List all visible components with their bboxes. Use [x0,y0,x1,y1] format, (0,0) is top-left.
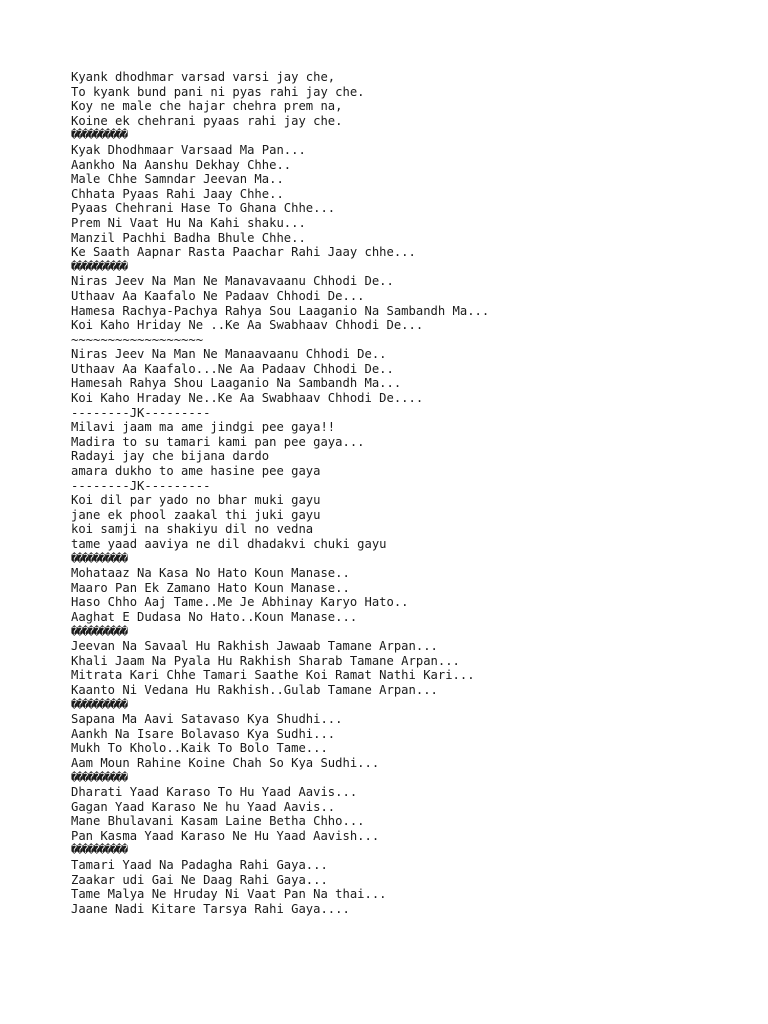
glyph-separator: ���������� [71,259,128,273]
text-line: Milavi jaam ma ame jindgi pee gaya!! [71,420,336,435]
text-line: Tamari Yaad Na Padagha Rahi Gaya... [71,858,328,873]
glyph-separator: ���������� [71,551,128,565]
text-line: Pan Kasma Yaad Karaso Ne Hu Yaad Aavish... [71,828,380,843]
text-line: Madira to su tamari kami pan pee gaya... [71,434,365,449]
text-line: Mane Bhulavani Kasam Laine Betha Chho... [71,814,365,829]
text-line: Sapana Ma Aavi Satavaso Kya Shudhi... [71,712,343,727]
text-line: Chhata Pyaas Rahi Jaay Chhe.. [71,186,284,201]
text-line: tame yaad aaviya ne dil dhadakvi chuki gayu [71,537,387,551]
text-line: Pyaas Chehrani Hase To Ghana Chhe... [71,201,336,216]
document-text [71,70,751,916]
text-line: Maaro Pan Ek Zamano Hato Koun Manase.. [71,580,350,595]
jk-separator: --------JK--------- [71,478,211,493]
text-line: Gagan Yaad Karaso Ne hu Yaad Aavis.. [71,799,336,814]
text-line: Koi Kaho Hriday Ne ..Ke Aa Swabhaav Chhodi De... [71,318,424,333]
text-line: Zaakar udi Gai Ne Daag Rahi Gaya... [71,872,328,887]
text-line: Kyak Dhodhmaar Varsaad Ma Pan... [71,142,306,157]
text-line: Hamesah Rahya Shou Laaganio Na Sambandh Ma... [71,376,402,391]
glyph-separator: ���������� [71,843,128,857]
text-line: Aaghat E Dudasa No Hato..Koun Manase... [71,609,358,624]
text-line: Khali Jaam Na Pyala Hu Rakhish Sharab Tamane Arpan... [71,653,460,668]
text-line: Niras Jeev Na Man Ne Manaavaanu Chhodi De.. [71,347,387,362]
text-line: jane ek phool zaakal thi juki gayu [71,507,321,522]
glyph-separator: ���������� [71,624,128,638]
text-line: Koi Kaho Hraday Ne..Ke Aa Swabhaav Chhodi De.... [71,391,424,406]
glyph-separator: ���������� [71,770,128,784]
text-line: Koine ek chehrani pyaas rahi jay che. [71,113,343,128]
tilde-separator: ~~~~~~~~~~~~~~~~~~ [71,332,204,347]
text-line: Kaanto Ni Vedana Hu Rakhish..Gulab Tamane Arpan... [71,682,438,697]
text-line: Uthaav Aa Kaafalo Ne Padaav Chhodi De... [71,288,365,303]
text-line: Uthaav Aa Kaafalo...Ne Aa Padaav Chhodi De.. [71,361,394,376]
text-line: Dharati Yaad Karaso To Hu Yaad Aavis... [71,785,358,800]
text-line: Mukh To Kholo..Kaik To Bolo Tame... [71,741,328,756]
text-line: Koi dil par yado no bhar muki gayu [71,493,321,508]
jk-separator: --------JK--------- [71,405,211,420]
text-line: Ke Saath Aapnar Rasta Paachar Rahi Jaay chhe... [71,245,416,260]
glyph-separator: ���������� [71,128,128,142]
text-line: Kyank dhodhmar varsad varsi jay che, [71,70,336,84]
text-line: Koy ne male che hajar chehra prem na, [71,99,343,114]
text-line: Radayi jay che bijana dardo [71,449,270,464]
text-line: Tame Malya Ne Hruday Ni Vaat Pan Na thai... [71,887,387,902]
text-line: Jaane Nadi Kitare Tarsya Rahi Gaya.... [71,901,350,916]
text-line: koi samji na shakiyu dil no vedna [71,522,314,537]
text-line: Prem Ni Vaat Hu Na Kahi shaku... [71,215,306,230]
text-line: amara dukho to ame hasine pee gaya [71,464,321,479]
text-line: Aam Moun Rahine Koine Chah So Kya Sudhi... [71,755,380,770]
text-line: To kyank bund pani ni pyas rahi jay che. [71,84,365,99]
text-line: Haso Chho Aaj Tame..Me Je Abhinay Karyo Hato.. [71,595,409,610]
text-line: Niras Jeev Na Man Ne Manavavaanu Chhodi De.. [71,274,394,289]
text-line: Hamesa Rachya-Pachya Rahya Sou Laaganio Na Sambandh Ma... [71,303,490,318]
text-line: Mohataaz Na Kasa No Hato Koun Manase.. [71,566,350,581]
text-line: Jeevan Na Savaal Hu Rakhish Jawaab Tamane Arpan... [71,639,438,654]
glyph-separator: ���������� [71,697,128,711]
text-line: Male Chhe Samndar Jeevan Ma.. [71,172,284,187]
text-line: Aankho Na Aanshu Dekhay Chhe.. [71,157,292,172]
text-line: Manzil Pachhi Badha Bhule Chhe.. [71,230,306,245]
text-line: Aankh Na Isare Bolavaso Kya Sudhi... [71,726,336,741]
text-line: Mitrata Kari Chhe Tamari Saathe Koi Ramat Nathi Kari... [71,668,475,683]
